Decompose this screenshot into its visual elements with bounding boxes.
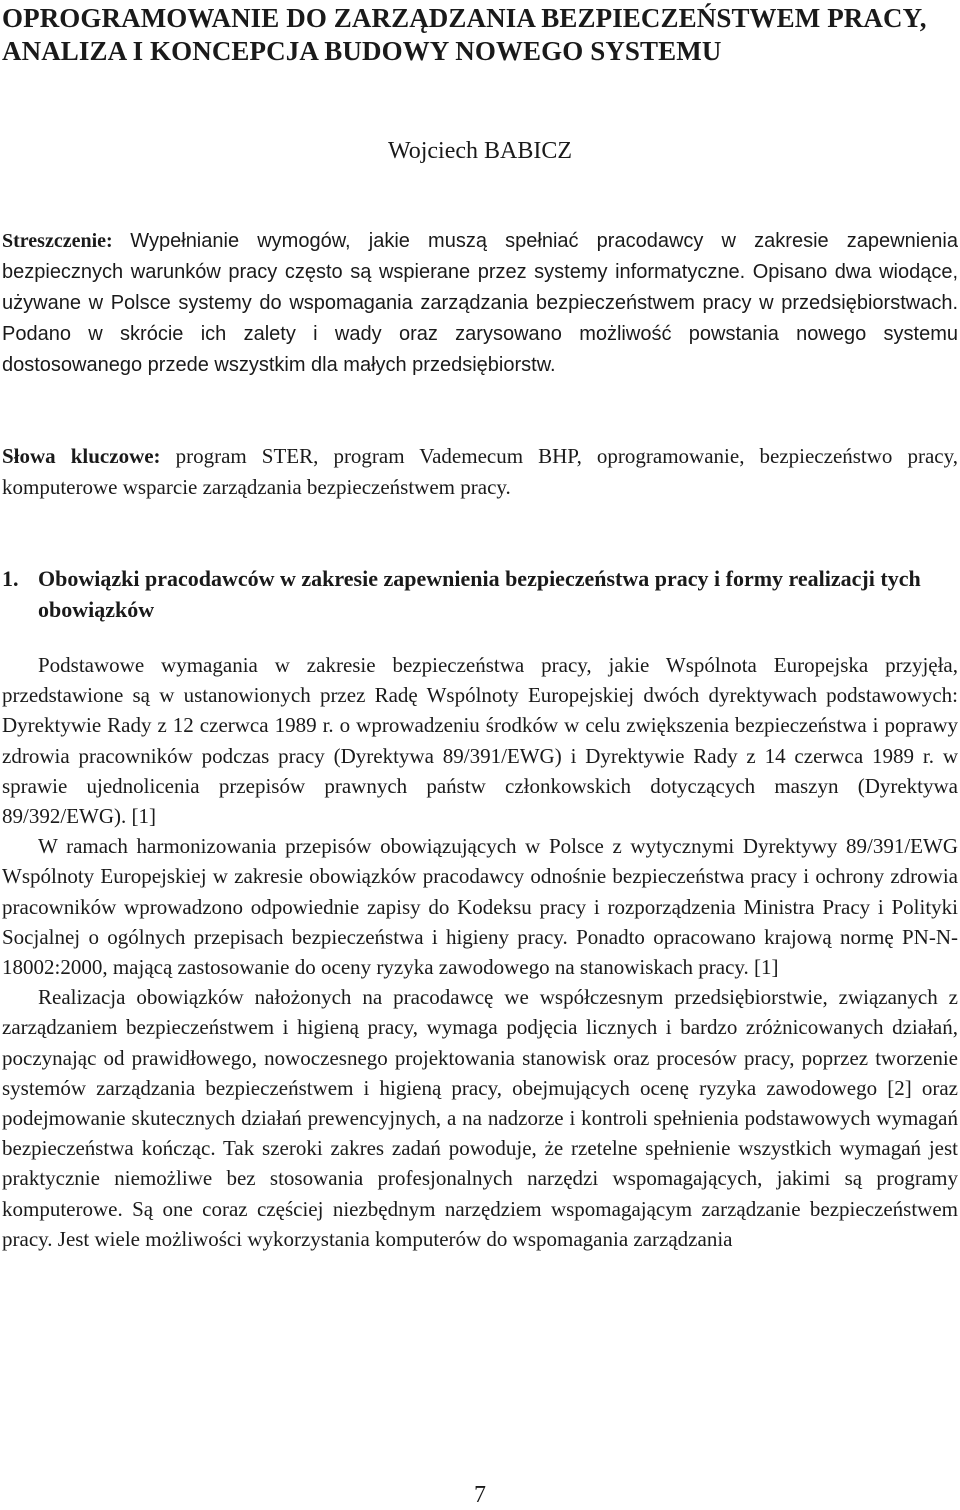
section-body: [2, 650, 958, 1254]
abstract-label: Streszczenie:: [2, 230, 113, 252]
abstract: [2, 226, 958, 381]
body-paragraph: Podstawowe wymagania w zakresie bezpieczeństwa pracy, jakie Wspólnota Europejska przyjęła, przedstawione są w ustanowionych przez Radę Wspólnoty Europejskiej dwóch dyrektywach podstawowych: Dyrektywie Rady z 12 czerwca 1989 r. o wprowadzeniu środków w celu zwiększenia bezpieczeństwa i poprawy zdrowia pracowników podczas pracy (Dyrektywa 89/391/EWG) i Dyrektywie Rady z 14 czerwca 1989 r. w sprawie ujednolicenia przepisów prawnych państw członkowskich dotyczących maszyn (Dyrektywa 89/392/EWG). [1]: [2, 653, 958, 829]
keywords-label: Słowa kluczowe:: [2, 444, 161, 468]
author-name: Wojciech BABICZ: [387, 138, 573, 164]
body-paragraph: W ramach harmonizowania przepisów obowiązujących w Polsce z wytycznymi Dyrektywy 89/391/EWG Wspólnoty Europejskiej w zakresie obowiązków pracodawcy odnośnie bezpieczeństwa pracy i ochrony zdrowia pracowników wprowadzono odpowiednie zapisy do Kodeksu pracy i rozporządzenia Ministra Pracy i Polityki Socjalnej o ogólnych przepisach bezpieczeństwa i higieny pracy. Ponadto opracowano krajową normę PN-N-18002:2000, mającą zastosowanie do oceny ryzyka zawodowego na stanowiskach pracy. [1]: [2, 834, 958, 980]
keywords: [2, 441, 958, 503]
body-paragraph: Realizacja obowiązków nałożonych na pracodawcę we współczesnym przedsiębiorstwie, związanych z zarządzaniem bezpieczeństwem i higieną pracy, wymaga podjęcia licznych i bardzo zróżnicowanych działań, poczynając od prawidłowego, nowoczesnego projektowania stanowisk oraz procesów pracy, poprzez tworzenie systemów zarządzania bezpieczeństwem i higieną pracy, obejmujących ocenę ryzyka zawodowego [2] oraz podejmowanie skutecznych działań prewencyjnych, a na nadzorze i kontroli spełnienia podstawowych wymagań bezpieczeństwa kończąc. Tak szeroki zakres zadań powoduje, że rzetelne spełnienie wszystkich wymagań jest praktycznie niemożliwe bez stosowania profesjonalnych narzędzi wspomagających, jakimi są programy komputerowe. Są one coraz częściej niezbędnym narzędziem wspomagającym zarządzanie bezpieczeństwem pracy. Jest wiele możliwości wykorzystania komputerów do wspomagania zarządzania: [2, 985, 958, 1251]
section-number: 1.: [2, 566, 19, 591]
paper-title: OPROGRAMOWANIE DO ZARZĄDZANIA BEZPIECZEŃSTWEM PRACY, ANALIZA I KONCEPCJA BUDOWY NOWEGO SYSTEMU: [2, 3, 927, 66]
page-number: 7: [474, 1482, 486, 1508]
section-heading: [2, 563, 958, 625]
section-title: Obowiązki pracodawców w zakresie zapewnienia bezpieczeństwa pracy i formy realizacji tych obowiązków: [38, 566, 921, 622]
keywords-text: program STER, program Vademecum BHP, oprogramowanie, bezpieczeństwo pracy, komputerowe wsparcie zarządzania bezpieczeństwem pracy.: [2, 444, 959, 499]
abstract-text: Wypełnianie wymogów, jakie muszą spełniać pracodawcy w zakresie zapewnienia bezpiecznych warunków pracy często są wspierane przez systemy informatyczne. Opisano dwa wiodące, używane w Polsce systemy do wspomagania zarządzania bezpieczeństwem pracy w przedsiębiorstwach. Podano w skrócie ich zalety i wady oraz zarysowano możliwość powstania nowego systemu dostosowanego przede wszystkim dla małych przedsiębiorstw.: [2, 230, 958, 376]
